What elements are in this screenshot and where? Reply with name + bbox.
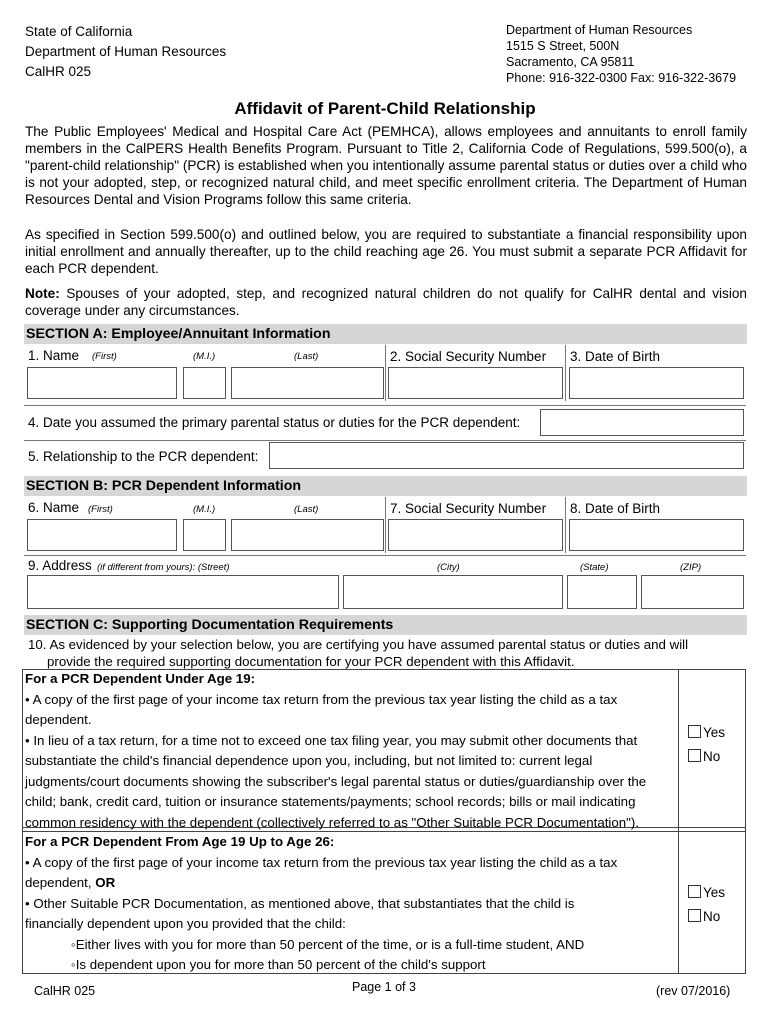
divider xyxy=(678,669,679,974)
employee-last-hint: (Last) xyxy=(294,351,319,362)
dependent-first-hint: (First) xyxy=(88,504,113,515)
header-form-id: CalHR 025 xyxy=(25,64,92,79)
or-keyword: OR xyxy=(95,875,116,890)
employee-dob-field[interactable] xyxy=(569,367,744,399)
employee-ssn-field[interactable] xyxy=(388,367,563,399)
age-19-26-block xyxy=(25,832,675,976)
employee-mi-field[interactable] xyxy=(183,367,226,399)
age-19-26-yes-label: Yes xyxy=(703,885,726,900)
agency-address xyxy=(506,22,736,86)
dependent-last-hint: (Last) xyxy=(294,504,319,515)
under-19-heading: For a PCR Dependent Under Age 19: xyxy=(25,671,256,686)
note-text: Spouses of your adopted, step, and recognized natural children do not qualify for CalHR dental and vision coverage under any circumstances. xyxy=(25,286,747,318)
intro-paragraph-2: As specified in Section 599.500(o) and outlined below, you are required to substantiate a financial responsibility upon initial enrollment and annually thereafter, up to the child reaching age 26. You must submit a separate PCR Affidavit for each PCR dependent. xyxy=(25,227,747,276)
dependent-dob-label: 8. Date of Birth xyxy=(570,501,661,516)
q5-label: 5. Relationship to the PCR dependent: xyxy=(28,449,259,464)
header-department: Department of Human Resources xyxy=(25,44,227,59)
employee-dob-label: 3. Date of Birth xyxy=(570,349,661,364)
dependent-name-label: 6. Name xyxy=(28,500,80,515)
section-c-header: SECTION C: Supporting Documentation Requirements xyxy=(24,615,747,635)
age-19-26-bullet-2b: financially dependent upon you provided that the child: xyxy=(25,916,346,931)
address-street-hint: (if different from yours): (Street) xyxy=(97,562,230,573)
address-state-hint: (State) xyxy=(580,562,609,573)
under-19-no-label: No xyxy=(703,749,721,764)
footer-form-id: CalHR 025 xyxy=(34,984,96,998)
age-19-26-bullet-2a: • Other Suitable PCR Documentation, as mentioned above, that substantiates that the child is xyxy=(25,895,575,911)
q10-line-2: provide the required supporting documentation for your PCR dependent with this Affidavit. xyxy=(47,654,575,669)
age-19-26-no-option[interactable] xyxy=(688,909,720,924)
address-zip-hint: (ZIP) xyxy=(680,562,702,573)
employee-mi-hint: (M.I.) xyxy=(193,351,216,362)
dependent-ssn-field[interactable] xyxy=(388,519,563,551)
intro-paragraph-1: The Public Employees' Medical and Hospital Care Act (PEMHCA), allows employees and annuitants to enroll family members in the CalPERS Health Benefits Program. Pursuant to Title 2, California Code of Regulations, 599.500(o), a "parent-child relationship" (PCR) is established when you intentionally assume parental status or duties over a child who is not your adopted, step, or recognized natural child, and meet specific enrollment criteria. The Department of Human Resources Dental and Vision Programs follow this same criteria. xyxy=(25,124,747,207)
dependent-dob-field[interactable] xyxy=(569,519,744,551)
divider xyxy=(24,440,746,441)
divider xyxy=(565,497,566,553)
footer-revision: (rev 07/2016) xyxy=(656,984,731,998)
employee-first-hint: (First) xyxy=(92,351,117,362)
q4-label: 4. Date you assumed the primary parental status or duties for the PCR dependent: xyxy=(28,415,521,430)
divider xyxy=(565,345,566,401)
agency-header xyxy=(25,22,226,82)
dependent-last-name-field[interactable] xyxy=(231,519,384,551)
age-19-26-no-checkbox[interactable] xyxy=(688,909,701,922)
dependent-mi-hint: (M.I.) xyxy=(193,504,216,515)
age-19-26-heading: For a PCR Dependent From Age 19 Up to Age 26: xyxy=(25,834,335,849)
section-a-header: SECTION A: Employee/Annuitant Information xyxy=(24,324,747,344)
parental-status-date-field[interactable] xyxy=(540,409,744,436)
note-label: Note: xyxy=(25,286,60,301)
address-city-hint: (City) xyxy=(437,562,460,573)
divider xyxy=(24,555,746,556)
age-19-26-sub-2: ◦Is dependent upon you for more than 50 percent of the child's support xyxy=(71,957,486,972)
age-19-26-no-label: No xyxy=(703,909,721,924)
q10-line-1: 10. As evidenced by your selection below, you are certifying you have assumed parental status or duties and will xyxy=(28,637,689,652)
age-19-26-yes-checkbox[interactable] xyxy=(688,885,701,898)
address-zip-field[interactable] xyxy=(641,575,744,609)
relationship-field[interactable] xyxy=(269,442,744,469)
divider xyxy=(385,345,386,401)
under-19-yes-option[interactable] xyxy=(688,725,725,740)
address-city: Sacramento, CA 95811 xyxy=(506,55,635,69)
under-19-no-option[interactable] xyxy=(688,749,720,764)
address-dept: Department of Human Resources xyxy=(506,23,693,37)
divider xyxy=(385,497,386,553)
header-state: State of California xyxy=(25,24,133,39)
under-19-block xyxy=(25,669,675,833)
employee-ssn-label: 2. Social Security Number xyxy=(390,349,547,364)
employee-name-label: 1. Name xyxy=(28,348,80,363)
address-street-field[interactable] xyxy=(27,575,339,609)
under-19-yes-checkbox[interactable] xyxy=(688,725,701,738)
address-phone: Phone: 916-322-0300 Fax: 916-322-3679 xyxy=(506,71,737,85)
under-19-bullet-1: • A copy of the first page of your income tax return from the previous tax year listing the child as a tax dependent. xyxy=(25,691,618,727)
employee-first-name-field[interactable] xyxy=(27,367,177,399)
note-paragraph xyxy=(25,285,747,319)
divider xyxy=(24,405,746,406)
address-state-field[interactable] xyxy=(567,575,637,609)
under-19-no-checkbox[interactable] xyxy=(688,749,701,762)
address-city-field[interactable] xyxy=(343,575,563,609)
age-19-26-bullet-1b-text: dependent, xyxy=(25,875,96,890)
under-19-bullet-2: • In lieu of a tax return, for a time not to exceed one tax filing year, you may submit other documents that substantiate the child's financial dependence upon you, including, but not limited to: current legal judgments/court documents showing the subscriber's legal parental status or duties/guardianship over the child; bank, credit card, tuition or insurance statements/payments; school records; bills or mail indicating common residency with the dependent (collectively referred to as "Other Suitable PCR Documentation"). xyxy=(25,732,647,830)
page-title: Affidavit of Parent-Child Relationship xyxy=(234,99,536,118)
age-19-26-sub-1: ◦Either lives with you for more than 50 percent of the time, or is a full-time student, AND xyxy=(71,936,585,952)
address-street: 1515 S Street, 500N xyxy=(506,39,620,53)
address-label: 9. Address xyxy=(28,558,92,573)
age-19-26-bullet-1b xyxy=(25,873,675,894)
footer-page-number: Page 1 of 3 xyxy=(352,980,416,994)
employee-last-name-field[interactable] xyxy=(231,367,384,399)
dependent-first-name-field[interactable] xyxy=(27,519,177,551)
under-19-yes-label: Yes xyxy=(703,725,726,740)
age-19-26-yes-option[interactable] xyxy=(688,885,725,900)
dependent-ssn-label: 7. Social Security Number xyxy=(390,501,547,516)
section-b-header: SECTION B: PCR Dependent Information xyxy=(24,476,747,496)
age-19-26-bullet-1a: • A copy of the first page of your income tax return from the previous tax year listing the child as a tax xyxy=(25,854,618,870)
dependent-mi-field[interactable] xyxy=(183,519,226,551)
